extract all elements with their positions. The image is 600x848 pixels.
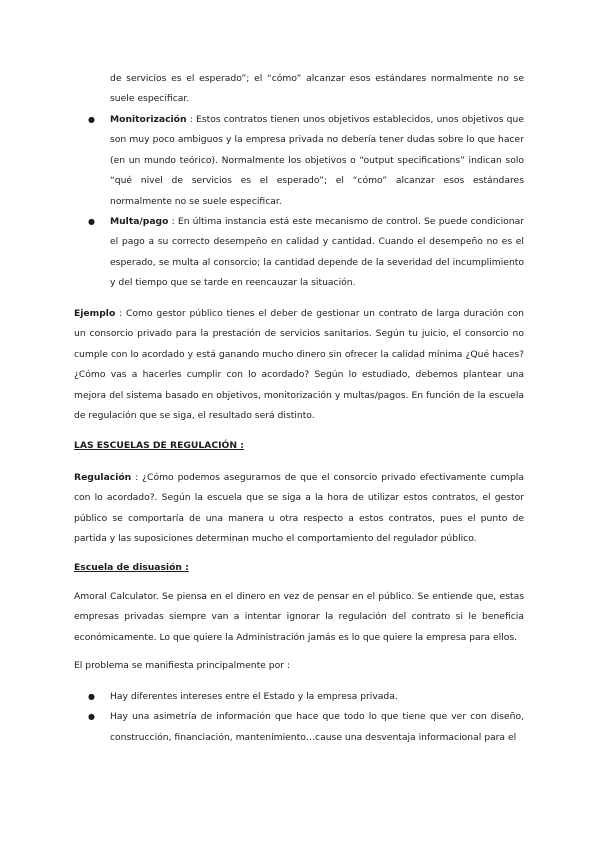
bullet-icon: ● xyxy=(88,712,95,722)
paragraph-text: : Como gestor público tienes el deber de gestionar un contrato de larga duración con un consorcio privado para la prestación de servicios sanitarios. Según tu juicio, el consorcio no cumple con lo acordado y está ganando mucho dinero sin ofrecer la calidad mínima ¿Qué haces? ¿Cómo vas a hacerles cumplir con lo acordado? Según lo estudiado, debemos plantear una mejora del sistema basado en objetivos, monitorización y multas/pagos. En función de la escuela de regulación que se siga, el resultado será distinto. xyxy=(74,308,524,422)
list-item xyxy=(74,110,524,212)
list-item xyxy=(74,707,524,748)
amoral-paragraph: Amoral Calculator. Se piensa en el dinero en vez de pensar en el público. Se entiende que, estas empresas privadas siempre van a intentar ignorar la regulación del contrato si le beneficia económicamente. Lo que quiere la Administración jamás es lo que quiere la empresa para ellos. xyxy=(74,591,524,643)
problema-paragraph: El problema se manifiesta principalmente por : xyxy=(74,660,290,671)
continuation-paragraph: de servicios es el esperado”; el “cómo” alcanzar esos estándares normalmente no se suele especificar. xyxy=(110,73,524,105)
regulacion-paragraph xyxy=(74,468,524,550)
item-text: Hay una asimetría de información que hace que todo lo que tiene que ver con diseño, construcción, financiación, mantenimiento…cause una desventaja informacional para el xyxy=(110,711,524,743)
term-monitorizacion: Monitorización xyxy=(110,114,187,125)
heading-escuelas xyxy=(74,436,244,456)
bullet-icon: ● xyxy=(88,115,95,124)
term-regulacion: Regulación xyxy=(74,472,132,483)
item-text: : Estos contratos tienen unos objetivos establecidos, unos objetivos que son muy poco ambiguos y la empresa privada no debería tener dudas sobre lo que hacer (en un mundo teórico). Normalmente los objetivos o “output specifications” indican solo “qué nivel de servicios es el esperado”; el “cómo” alcanzar esos estándares normalmente no se suele especificar. xyxy=(110,114,524,207)
item-text: Hay diferentes intereses entre el Estado y la empresa privada. xyxy=(110,691,398,702)
list-item xyxy=(74,212,524,294)
controls-list xyxy=(74,110,524,294)
problems-list xyxy=(74,687,524,748)
bullet-icon: ● xyxy=(88,217,95,227)
bullet-icon: ● xyxy=(88,692,95,701)
ejemplo-paragraph xyxy=(74,304,524,426)
list-item xyxy=(74,687,524,707)
term-multa-pago: Multa/pago xyxy=(110,216,169,228)
heading-text: Escuela de disuasión : xyxy=(74,562,189,573)
heading-text: LAS ESCUELAS DE REGULACIÓN : xyxy=(74,440,244,451)
paragraph-text: : ¿Cómo podemos asegurarnos de que el consorcio privado efectivamente cumpla con lo acordado?. Según la escuela que se siga a la hora de utilizar estos contratos, el gestor público se comportaría de una manera u otra respecto a estos contratos, pues el punto de partida y las suposiciones determinan mucho el comportamiento del regulador público. xyxy=(74,472,524,545)
heading-disuasion xyxy=(74,558,189,578)
term-ejemplo: Ejemplo xyxy=(74,308,116,319)
item-text: : En última instancia está este mecanismo de control. Se puede condicionar el pago a su correcto desempeño en calidad y cantidad. Cuando el desempeño no es el esperado, se multa al consorcio; la cantidad depende de la severidad del incumplimiento y del tiempo que se tarde en reencauzar la situación. xyxy=(110,216,524,289)
